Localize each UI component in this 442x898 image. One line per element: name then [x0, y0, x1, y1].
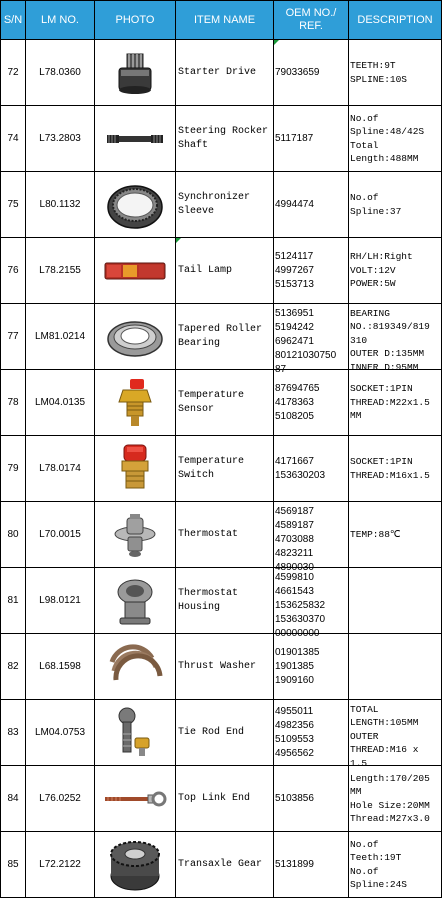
desc-line: No.of [350, 192, 379, 203]
cell-description [349, 568, 442, 634]
cell-photo [95, 634, 176, 700]
cell-description [349, 700, 442, 769]
table-row [1, 106, 442, 172]
cell-description [349, 832, 442, 898]
desc-line: Length:488MM [350, 153, 419, 164]
cell-sn: 72 [1, 40, 26, 106]
desc-line: No.of [350, 112, 379, 124]
cell-lm-no: L72.2122 [26, 832, 95, 898]
cell-lm-no: L68.1598 [26, 634, 95, 700]
cell-item-name: Thermostat [176, 502, 274, 568]
cell-item-name: Temperature Switch [176, 436, 274, 502]
oem-line: 5131899 [275, 858, 314, 870]
cell-lm-no: L78.0174 [26, 436, 95, 502]
cell-sn: 78 [1, 370, 26, 436]
oem-line: 4890030 [275, 561, 314, 573]
cell-description [349, 172, 442, 238]
cell-lm-no: LM81.0214 [26, 304, 95, 370]
cell-description [349, 502, 442, 568]
desc-line: THREAD:M16x1.5 [350, 469, 430, 481]
top-link-end-icon [102, 787, 168, 811]
oem-line: 4955011 [275, 705, 314, 717]
cell-sn: 83 [1, 700, 26, 766]
oem-line: 4661543 [275, 585, 314, 597]
tie-rod-end-icon [113, 704, 157, 762]
cell-photo [95, 172, 176, 238]
header-description: DESCRIPTION [349, 1, 442, 40]
cell-oem-no [274, 304, 349, 375]
cell-oem-no [274, 106, 349, 172]
steering-rocker-shaft-icon [103, 124, 167, 154]
cell-photo [95, 766, 176, 832]
oem-line: 153630203 [275, 469, 326, 481]
desc-line: SOCKET:1PIN [350, 456, 413, 467]
oem-line: 1909160 [275, 674, 314, 686]
cell-oem-no [274, 766, 349, 832]
desc-line: No.of [350, 838, 379, 850]
tapered-roller-bearing-icon [105, 314, 165, 360]
oem-line: 80121030750 [275, 349, 337, 361]
tail-lamp-icon [102, 256, 168, 286]
desc-line: BEARING [350, 307, 390, 319]
desc-line: Teeth:19T [350, 852, 402, 863]
cell-oem-no [274, 436, 349, 502]
cell-photo [95, 832, 176, 898]
cell-oem-no [274, 40, 349, 106]
oem-line: 4178363 [275, 396, 314, 408]
oem-line: 4589187 [275, 519, 314, 531]
oem-line: 4956562 [275, 747, 314, 759]
cell-photo [95, 40, 176, 106]
desc-line: RH/LH:Right [350, 251, 413, 263]
cell-lm-no: LM04.0753 [26, 700, 95, 766]
cell-description [349, 40, 442, 106]
oem-line: 4982356 [275, 719, 314, 731]
desc-line: Total [350, 139, 379, 151]
cell-sn: 81 [1, 568, 26, 634]
oem-line: 4569187 [275, 505, 314, 517]
oem-line: 5136951 [275, 307, 314, 319]
cell-lm-no: L80.1132 [26, 172, 95, 238]
cell-oem-no [274, 634, 349, 700]
table-row [1, 568, 442, 634]
oem-line: 5194242 [275, 321, 314, 333]
table-row [1, 502, 442, 568]
oem-line: 79033659 [275, 66, 320, 78]
table-row [1, 238, 442, 304]
desc-line: INNER D:95MM [350, 361, 419, 373]
desc-line: Hole Size:20MM [350, 799, 430, 811]
table-row [1, 832, 442, 898]
cell-oem-no [274, 568, 349, 639]
cell-photo [95, 502, 176, 568]
table-row [1, 436, 442, 502]
cell-sn: 85 [1, 832, 26, 898]
cell-description [349, 304, 442, 373]
cell-photo [95, 370, 176, 436]
oem-line: 5103856 [275, 792, 314, 804]
cell-oem-no [274, 832, 349, 898]
desc-line: Spline:48/42S [350, 126, 425, 137]
desc-line: SPLINE:10S [350, 73, 408, 85]
cell-item-name: Steering Rocker Shaft [176, 106, 274, 172]
cell-lm-no: L73.2803 [26, 106, 95, 172]
oem-line: 87 [275, 363, 287, 375]
desc-line: OUTER [350, 730, 379, 742]
cell-sn: 75 [1, 172, 26, 238]
desc-line: POWER:5W [350, 278, 396, 290]
desc-line: Length:170/205 [350, 772, 430, 784]
cell-sn: 80 [1, 502, 26, 568]
table-row [1, 634, 442, 700]
cell-item-name: Thermostat Housing [176, 568, 274, 634]
cell-sn: 76 [1, 238, 26, 304]
oem-line: 5109553 [275, 733, 314, 745]
desc-line: VOLT:12V [350, 264, 396, 276]
header-sn: S/N [1, 1, 26, 40]
cell-photo [95, 568, 176, 634]
thermostat-housing-icon [110, 574, 160, 628]
cell-item-name: Temperature Sensor [176, 370, 274, 436]
oem-line: 4703088 [275, 533, 314, 545]
oem-line: 4171667 [275, 455, 314, 467]
starter-drive-icon [105, 48, 165, 98]
cell-description [349, 370, 442, 436]
cell-description [349, 238, 442, 304]
desc-line: 1.5 [350, 757, 368, 769]
oem-line: 5124117 [275, 250, 314, 262]
cell-sn: 79 [1, 436, 26, 502]
cell-lm-no: L98.0121 [26, 568, 95, 634]
cell-description [349, 106, 442, 172]
oem-line: 153625832 [275, 599, 326, 611]
oem-line: 5153713 [275, 278, 314, 290]
desc-line: SOCKET:1PIN [350, 383, 413, 395]
cell-item-name: Tie Rod End [176, 700, 274, 766]
table-row [1, 370, 442, 436]
header-lm-no: LM NO. [26, 1, 95, 40]
oem-line: 4599810 [275, 571, 314, 583]
transaxle-gear-icon [105, 836, 165, 894]
cell-item-name: Starter Drive [176, 40, 274, 106]
header-item-name: ITEM NAME [176, 1, 274, 40]
desc-line: THREAD:M16 x [350, 744, 419, 755]
cell-lm-no: L76.0252 [26, 766, 95, 832]
oem-line: 6962471 [275, 335, 314, 347]
thrust-washer-icon [104, 644, 166, 690]
cell-photo [95, 106, 176, 172]
cell-oem-no [274, 502, 349, 573]
cell-description [349, 436, 442, 502]
table-row [1, 766, 442, 832]
cell-sn: 84 [1, 766, 26, 832]
oem-line: 4994474 [275, 198, 314, 210]
table-row [1, 700, 442, 766]
oem-line: 01901385 [275, 646, 320, 658]
oem-line: 5117187 [275, 132, 314, 144]
cell-oem-no [274, 370, 349, 436]
cell-lm-no: L70.0015 [26, 502, 95, 568]
desc-line: Spline:24S [350, 879, 408, 890]
table-row [1, 304, 442, 370]
header-row [1, 1, 442, 40]
desc-line: TEETH:9T [350, 60, 396, 71]
cell-oem-no [274, 238, 349, 304]
desc-line: NO.:819349/819 [350, 321, 430, 332]
desc-line: MM [350, 410, 362, 422]
cell-sn: 74 [1, 106, 26, 172]
cell-lm-no: L78.2155 [26, 238, 95, 304]
cell-oem-no [274, 172, 349, 238]
oem-line: 00000000 [275, 627, 320, 639]
cell-photo [95, 436, 176, 502]
desc-line: No.of [350, 865, 379, 877]
cell-item-name: Thrust Washer [176, 634, 274, 700]
cell-sn: 77 [1, 304, 26, 370]
thermostat-icon [111, 510, 159, 560]
desc-line: LENGTH:105MM [350, 717, 419, 728]
temperature-switch-icon [113, 442, 157, 496]
oem-line: 5108205 [275, 410, 314, 422]
desc-line: Spline:37 [350, 205, 402, 217]
cell-item-name: Synchronizer Sleeve [176, 172, 274, 238]
desc-line: THREAD:M22x1.5 [350, 396, 430, 408]
cell-photo [95, 700, 176, 766]
cell-lm-no: LM04.0135 [26, 370, 95, 436]
table-row [1, 40, 442, 106]
cell-oem-no [274, 700, 349, 766]
synchronizer-sleeve-icon [104, 179, 166, 231]
cell-photo [95, 238, 176, 304]
cell-description [349, 766, 442, 832]
oem-line: 1901385 [275, 660, 314, 672]
desc-line: 310 [350, 334, 368, 346]
cell-item-name: Tail Lamp [176, 238, 274, 304]
desc-line: OUTER D:135MM [350, 348, 425, 359]
cell-sn: 82 [1, 634, 26, 700]
oem-line: 4997267 [275, 264, 314, 276]
header-photo: PHOTO [95, 1, 176, 40]
table-row [1, 172, 442, 238]
desc-line: Thread:M27x3.0 [350, 813, 430, 824]
cell-item-name: Top Link End [176, 766, 274, 832]
cell-item-name: Transaxle Gear [176, 832, 274, 898]
oem-line: 87694765 [275, 382, 320, 394]
header-oem-no: OEM NO./ REF. [274, 1, 349, 40]
cell-item-name: Tapered Roller Bearing [176, 304, 274, 370]
desc-line: TEMP:88℃ [350, 528, 401, 540]
oem-line: 153630370 [275, 613, 326, 625]
desc-line: TOTAL [350, 703, 379, 715]
desc-line: MM [350, 786, 362, 797]
temperature-sensor-icon [110, 376, 160, 430]
cell-lm-no: L78.0360 [26, 40, 95, 106]
oem-line: 4823211 [275, 547, 314, 559]
cell-description [349, 634, 442, 700]
cell-photo [95, 304, 176, 370]
